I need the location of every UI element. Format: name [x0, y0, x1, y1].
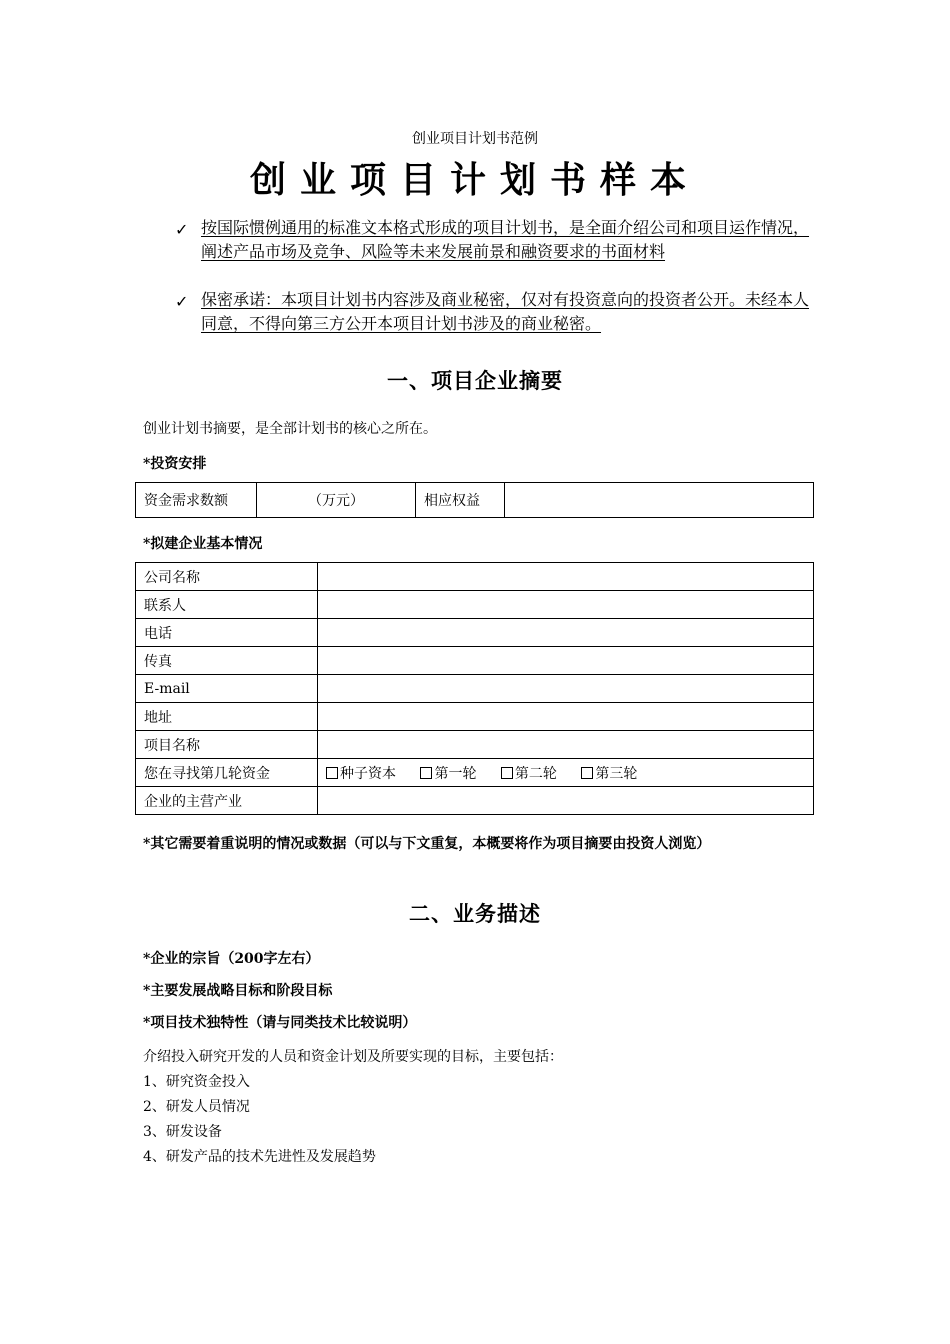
- section-heading-2: 二、业务描述: [409, 901, 541, 926]
- table-cell[interactable]: （万元）: [257, 483, 416, 518]
- table-row: [136, 675, 814, 703]
- investment-table: [135, 482, 814, 518]
- table-cell[interactable]: [505, 483, 814, 518]
- table-cell[interactable]: [318, 675, 814, 703]
- table-cell: 项目名称: [136, 731, 318, 759]
- company-table: [135, 562, 814, 815]
- section2-item: *主要发展战略目标和阶段目标: [143, 983, 333, 999]
- checkbox-icon[interactable]: [326, 767, 338, 779]
- table-row: [136, 563, 814, 591]
- summary-text: 创业计划书摘要，是全部计划书的核心之所在。: [143, 421, 437, 437]
- company-heading: *拟建企业基本情况: [143, 536, 263, 552]
- section-heading-1: 一、项目企业摘要: [387, 368, 563, 393]
- check-icon: ✓: [175, 292, 189, 311]
- table-cell: 企业的主营产业: [136, 787, 318, 815]
- checkbox-icon[interactable]: [420, 767, 432, 779]
- table-cell[interactable]: [318, 787, 814, 815]
- table-cell[interactable]: [318, 731, 814, 759]
- section2-item: *企业的宗旨（200字左右）: [143, 951, 320, 967]
- table-row: [136, 703, 814, 731]
- table-cell: 电话: [136, 619, 318, 647]
- table-cell: 相应权益: [416, 483, 505, 518]
- table-row: [136, 647, 814, 675]
- option-label: 第二轮: [514, 765, 557, 782]
- table-row: [136, 591, 814, 619]
- funding-option-seed[interactable]: [326, 766, 396, 782]
- funding-option-round-1[interactable]: [420, 766, 476, 782]
- table-row: [136, 731, 814, 759]
- list-item: 4、研发产品的技术先进性及发展趋势: [143, 1149, 376, 1165]
- table-cell: 资金需求数额: [136, 483, 257, 518]
- funding-options-cell: [318, 759, 814, 787]
- table-row: [136, 787, 814, 815]
- intro-bullet-1: 按国际惯例通用的标准文本格式形成的项目计划书，是全面介绍公司和项目运作情况，阐述产品市场及竞争、风险等未来发展前景和融资要求的书面材料: [201, 218, 810, 261]
- table-row: [136, 619, 814, 647]
- document-header: 创业项目计划书范例: [412, 131, 538, 147]
- section2-item: *项目技术独特性（请与同类技术比较说明）: [143, 1015, 417, 1031]
- table-cell[interactable]: [318, 563, 814, 591]
- checkbox-icon[interactable]: [501, 767, 513, 779]
- table-cell: 您在寻找第几轮资金: [136, 759, 318, 787]
- table-cell[interactable]: [318, 619, 814, 647]
- other-note: *其它需要着重说明的情况或数据（可以与下文重复，本概要将作为项目摘要由投资人浏览）: [143, 836, 711, 852]
- intro-bullet-2: 保密承诺：本项目计划书内容涉及商业秘密，仅对有投资意向的投资者公开。未经本人同意，不得向第三方公开本项目计划书涉及的商业秘密。: [201, 290, 810, 333]
- table-row: [136, 483, 814, 518]
- table-cell: 传真: [136, 647, 318, 675]
- funding-option-round-3[interactable]: [581, 766, 637, 782]
- table-cell[interactable]: [318, 591, 814, 619]
- checkbox-icon[interactable]: [581, 767, 593, 779]
- table-cell: 公司名称: [136, 563, 318, 591]
- table-cell[interactable]: [318, 703, 814, 731]
- check-icon: ✓: [175, 220, 189, 239]
- document-title: 创业项目计划书样本: [249, 159, 700, 201]
- option-label: 种子资本: [340, 765, 396, 782]
- table-cell: E-mail: [136, 675, 318, 703]
- table-row: [136, 759, 814, 787]
- table-cell: 联系人: [136, 591, 318, 619]
- investment-heading: *投资安排: [143, 456, 207, 472]
- rd-intro-text: 介绍投入研究开发的人员和资金计划及所要实现的目标，主要包括：: [143, 1049, 563, 1065]
- list-item: 2、研发人员情况: [143, 1099, 250, 1115]
- table-cell[interactable]: [318, 647, 814, 675]
- list-item: 3、研发设备: [143, 1124, 222, 1140]
- option-label: 第一轮: [434, 765, 477, 782]
- table-cell: 地址: [136, 703, 318, 731]
- list-item: 1、研究资金投入: [143, 1074, 250, 1090]
- option-label: 第三轮: [595, 765, 638, 782]
- funding-option-round-2[interactable]: [501, 766, 557, 782]
